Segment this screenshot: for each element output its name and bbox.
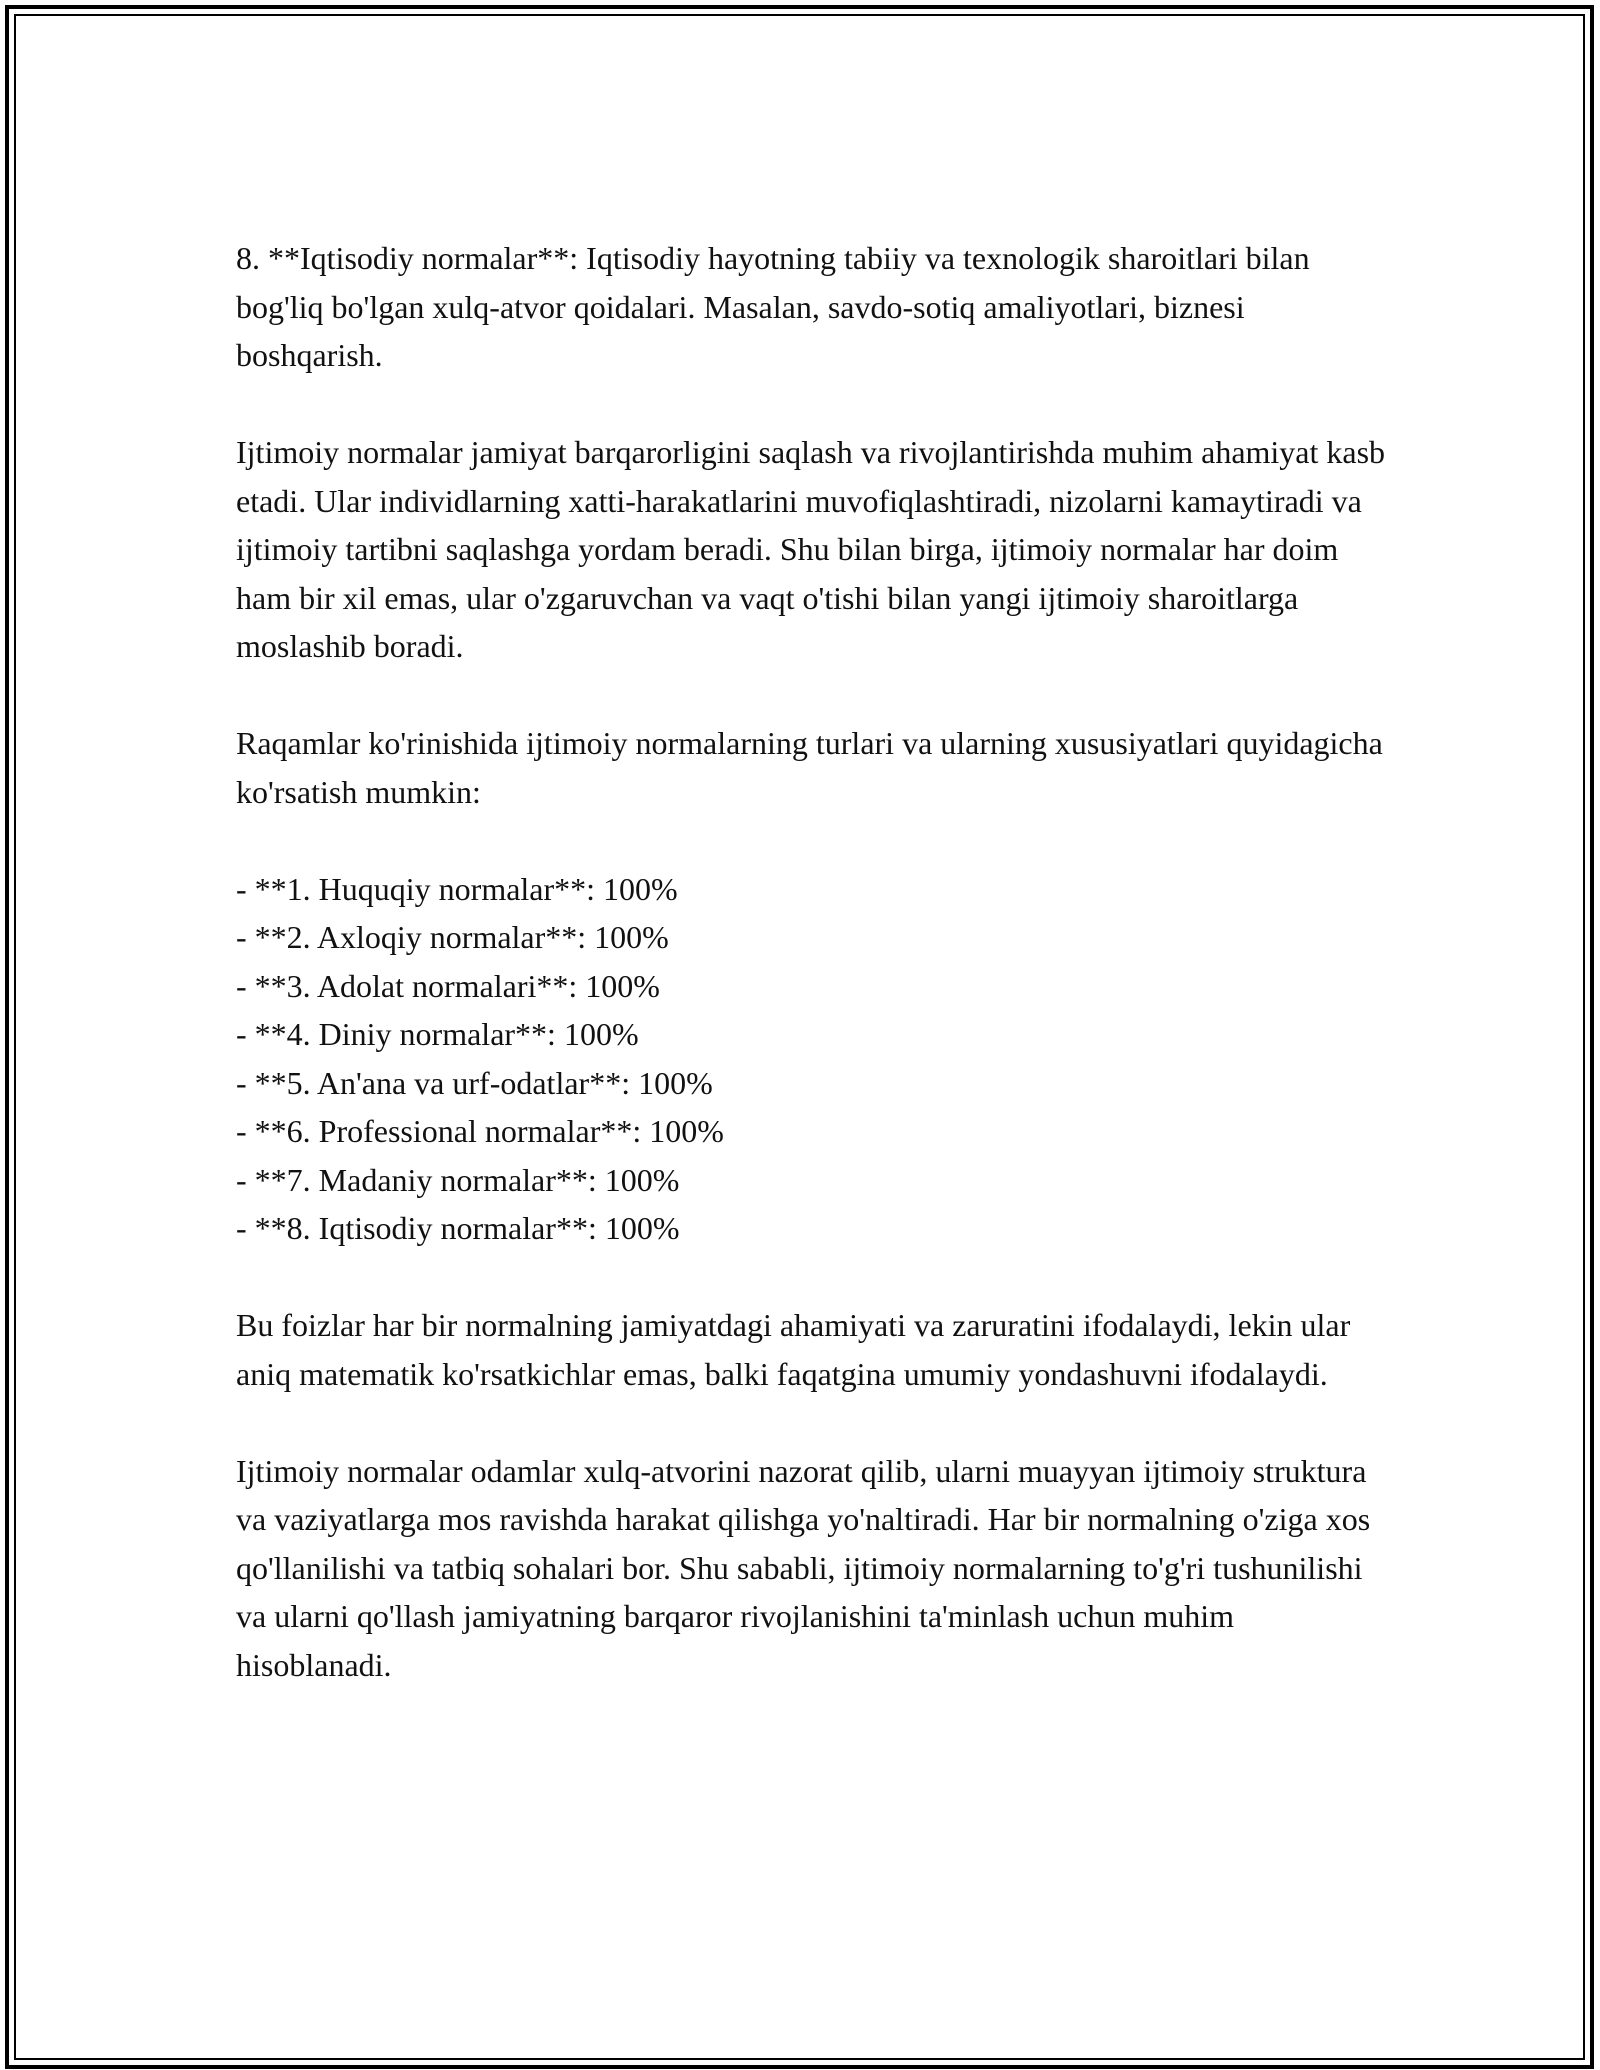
paragraph-list-intro: Raqamlar ko'rinishida ijtimoiy normalarning turlari va ularning xususiyatlari quyidagicha ko'rsatish mumkin: bbox=[236, 725, 1383, 810]
list-item: - **1. Huquqiy normalar**: 100% bbox=[236, 870, 678, 907]
paragraph-social-norms-importance: Ijtimoiy normalar jamiyat barqarorligini saqlash va rivojlantirishda muhim ahamiyat kasb etadi. Ular individlarning xatti-harakatlarini muvofiqlashtiradi, nizolarni kamaytiradi va ijtimoiy tartibni saqlashga yordam beradi. Shu bilan birga, ijtimoiy normalar har doim ham bir xil emas, ular o'zgaruvchan va vaqt o'tishi bilan yangi ijtimoiy sharoitlarga moslashib boradi. bbox=[236, 434, 1386, 664]
list-item: - **3. Adolat normalari**: 100% bbox=[236, 967, 660, 1004]
document-body bbox=[236, 234, 1386, 1738]
list-item: - **4. Diniy normalar**: 100% bbox=[236, 1016, 639, 1052]
paragraph-conclusion: Ijtimoiy normalar odamlar xulq-atvorini nazorat qilib, ularni muayyan ijtimoiy struktura va vaziyatlarga mos ravishda harakat qilishga yo'naltiradi. Har bir normalning o'ziga xos qo'llanilishi va tatbiq sohalari bor. Shu sababli, ijtimoiy normalarning to'g'ri tushunilishi va ularni qo'llash jamiyatning barqaror rivojlanishini ta'minlash uchun muhim hisoblanadi. bbox=[236, 1452, 1371, 1683]
list-item: - **2. Axloqiy normalar**: 100% bbox=[236, 919, 669, 955]
paragraph-percentages-explanation: Bu foizlar har bir normalning jamiyatdagi ahamiyati va zaruratini ifodalaydi, lekin ular aniq matematik ko'rsatkichlar emas, balki faqatgina umumiy yondashuvni ifodalaydi. bbox=[236, 1307, 1351, 1392]
list-item: - **6. Professional normalar**: 100% bbox=[236, 1113, 724, 1149]
paragraph-economic-norms: 8. **Iqtisodiy normalar**: Iqtisodiy hayotning tabiiy va texnologik sharoitlari bilan bog'liq bo'lgan xulq-atvor qoidalari. Masalan, savdo-sotiq amaliyotlari, biznesi boshqarish. bbox=[236, 240, 1310, 373]
list-item: - **8. Iqtisodiy normalar**: 100% bbox=[236, 1210, 680, 1246]
list-item: - **7. Madaniy normalar**: 100% bbox=[236, 1161, 680, 1198]
norms-list bbox=[236, 865, 1386, 1253]
list-item: - **5. An'ana va urf-odatlar**: 100% bbox=[236, 1064, 713, 1101]
